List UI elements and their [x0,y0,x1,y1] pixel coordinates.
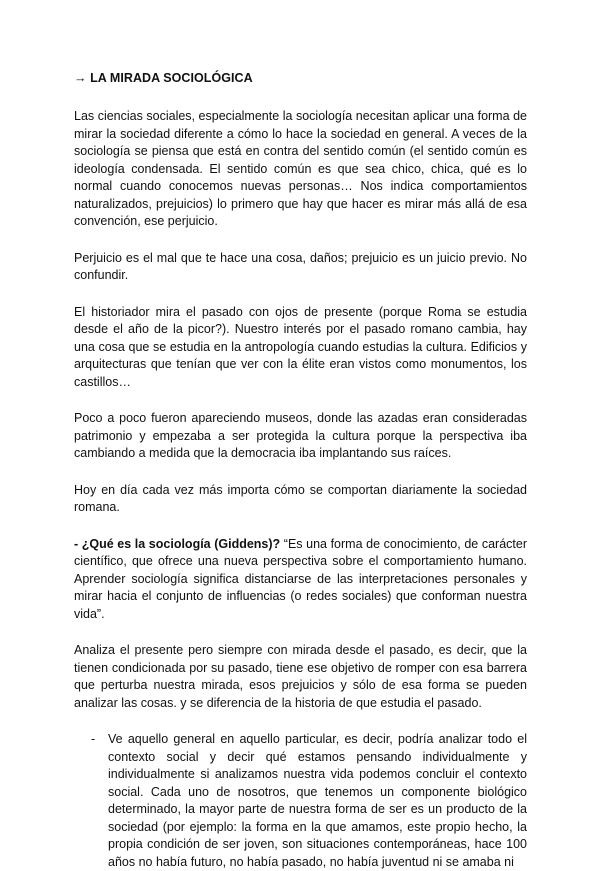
paragraph-sentido-comun: Las ciencias sociales, especialmente la sociología necesitan aplicar una forma de mirar la sociedad diferente a cómo lo hace la sociedad en general. A veces de la sociología se piensa que está en contra del sentido común (el sentido común es ideología condensada. El sentido común es que sea chico, chica, qué es lo normal cuando conocemos nuevas personas… Nos indica comportamientos naturalizados, prejuicios) lo primero que hay que hacer es mirar más allá de esa convención, ese perjuicio. [74,109,527,228]
list-item: - Ve aquello general en aquello particular, es decir, podría analizar todo el contexto social y decir qué estamos pensando individualmente y individualmente si analizamos nuestra vida podemos concluir el contexto social. Cada uno de nosotros, que tenemos un componente biológico determinado, la mayor parte de nuestra forma de ser es un producto de la sociedad (por ejemplo: la forma en la que amamos, este propio hecho, la propia condición de ser joven, son situaciones contemporáneas, hace 100 años no había futuro, no había pasado, no había juventud ni se amaba ni [108,731,527,871]
paragraph-historiador: El historiador mira el pasado con ojos de presente (porque Roma se estudia desde el año de la picor?). Nuestro interés por el pasado romano cambia, hay una cosa que se estudia en la antropología cuando estudias la cultura. Edificios y arquitecturas que tenían que ver con la élite eran vistos como monumentos, los castillos… [74,304,527,389]
paragraph-giddens-definition [74,536,527,624]
paragraph-analiza: Analiza el presente pero siempre con mirada desde el pasado, es decir, que la tienen condicionada por su pasado, tiene ese objetivo de romper con esa barrera que perturba nuestra mirada, esos prejuicios y sólo de esa forma se pueden analizar las cosas. y se diferencia de la historia de que estudia el pasado. [74,643,527,710]
giddens-question: - ¿Qué es la sociología (Giddens)? [74,536,281,551]
paragraph-museos: Poco a poco fueron apareciendo museos, donde las azadas eran consideradas patrimonio y empezaba a ser protegida la cultura porque la perspectiva iba cambiando a medida que la democracia iba implantando sus raíces. [74,411,527,460]
giddens-quote: “Es una forma de conocimiento, de carácter científico, que ofrece una nueva perspectiva sobre el comportamiento humano. Aprender sociología significa distanciarse de las interpretaciones personales y mirar hacia el conjunto de influencias (o redes sociales) que conforman nuestra vida”. [74,536,527,621]
bullet-list [74,731,527,871]
section-title: → LA MIRADA SOCIOLÓGICA [74,71,253,85]
paragraph-perjuicio: Perjuicio es el mal que te hace una cosa, daños; prejuicio es un juicio previo. No confundir. [74,250,527,282]
paragraph-hoy-en-dia: Hoy en día cada vez más importa cómo se comportan diariamente la sociedad romana. [74,482,527,514]
